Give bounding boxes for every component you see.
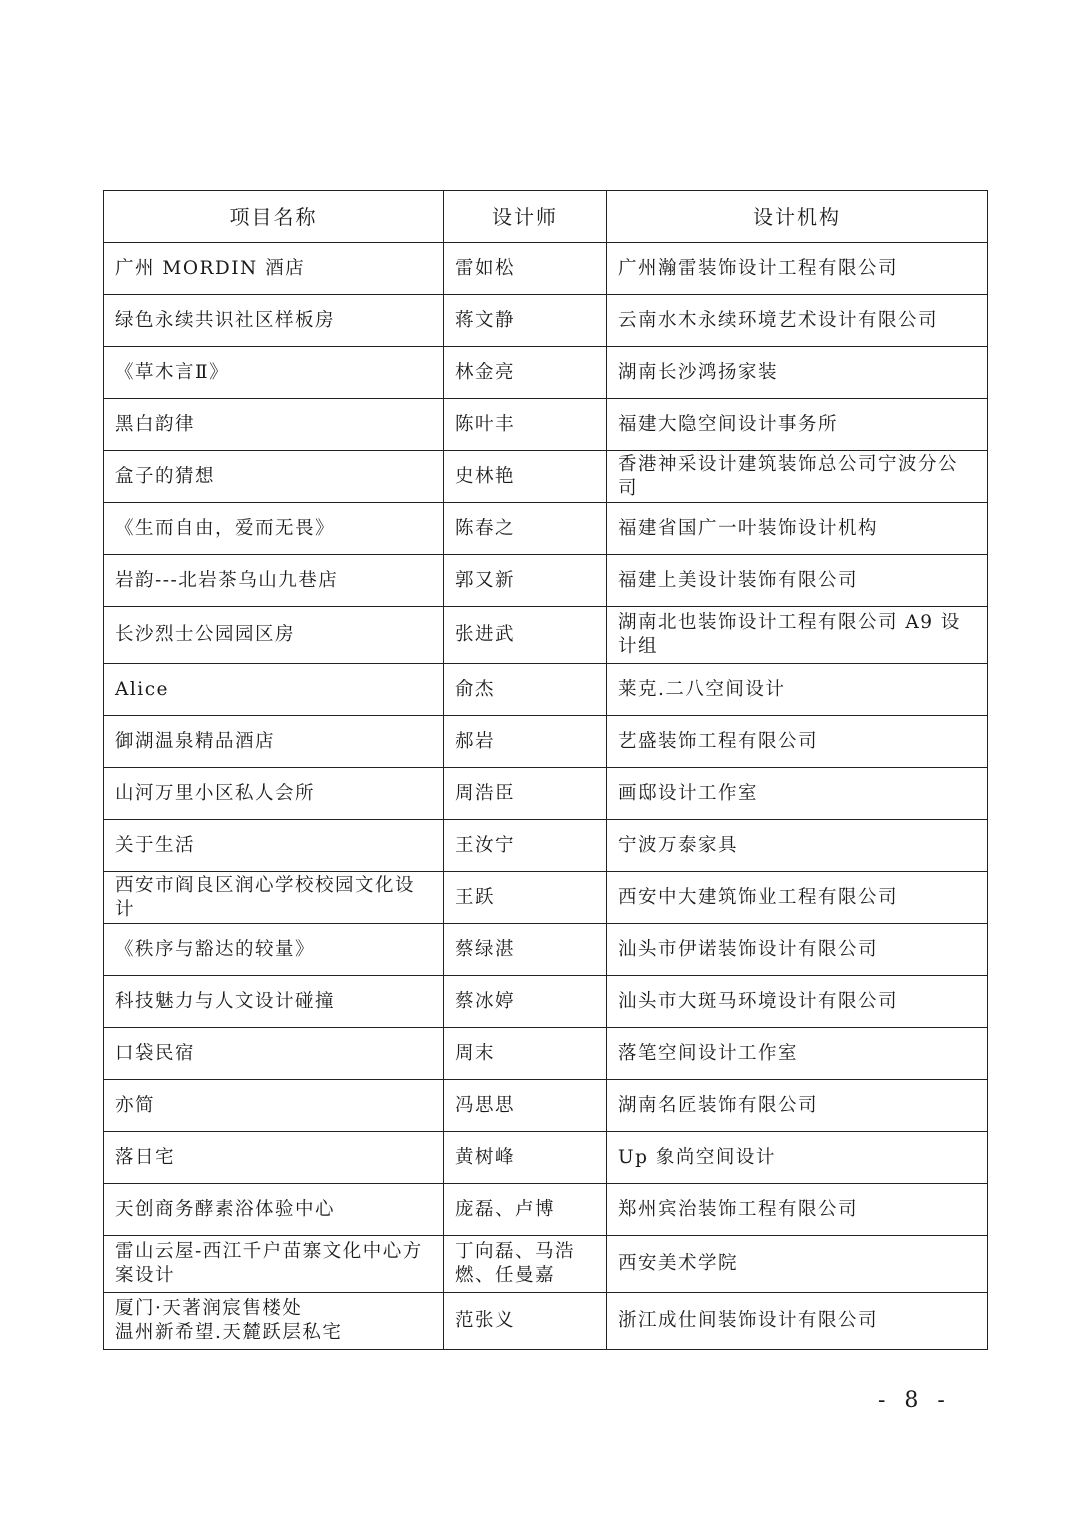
table-row (104, 503, 988, 555)
organization-cell: 云南水木永续环境艺术设计有限公司 (607, 295, 988, 347)
designer-cell: 黄树峰 (444, 1132, 607, 1184)
table-row (104, 664, 988, 716)
table-header-row (104, 191, 988, 243)
table-row (104, 976, 988, 1028)
organization-cell: 湖南名匠装饰有限公司 (607, 1080, 988, 1132)
organization-cell: 福建省国广一叶装饰设计机构 (607, 503, 988, 555)
designer-cell: 蔡绿湛 (444, 924, 607, 976)
table-row (104, 1293, 988, 1350)
organization-cell: 福建上美设计装饰有限公司 (607, 555, 988, 607)
designer-cell: 雷如松 (444, 243, 607, 295)
designer-cell: 陈叶丰 (444, 399, 607, 451)
table-row (104, 924, 988, 976)
table-row (104, 451, 988, 503)
table-row (104, 295, 988, 347)
project-name-cell: 西安市阎良区润心学校校园文化设计 (104, 872, 444, 924)
table-row (104, 1184, 988, 1236)
table-row (104, 820, 988, 872)
organization-cell: 福建大隐空间设计事务所 (607, 399, 988, 451)
designer-cell: 庞磊、卢博 (444, 1184, 607, 1236)
table-row (104, 768, 988, 820)
header-project-name: 项目名称 (104, 191, 444, 243)
table-row (104, 872, 988, 924)
designer-cell: 冯思思 (444, 1080, 607, 1132)
designer-cell: 郭又新 (444, 555, 607, 607)
designer-cell: 王跃 (444, 872, 607, 924)
organization-cell: 汕头市伊诺装饰设计有限公司 (607, 924, 988, 976)
organization-cell: 艺盛装饰工程有限公司 (607, 716, 988, 768)
designer-cell: 丁向磊、马浩燃、任曼嘉 (444, 1236, 607, 1293)
project-name-cell: 长沙烈士公园园区房 (104, 607, 444, 664)
project-name-cell: 科技魅力与人文设计碰撞 (104, 976, 444, 1028)
organization-cell: 西安中大建筑饰业工程有限公司 (607, 872, 988, 924)
organization-cell: 浙江成仕间装饰设计有限公司 (607, 1293, 988, 1350)
project-name-cell: 《秩序与豁达的较量》 (104, 924, 444, 976)
project-name-cell: 广州 MORDIN 酒店 (104, 243, 444, 295)
organization-cell: 落笔空间设计工作室 (607, 1028, 988, 1080)
designer-cell: 俞杰 (444, 664, 607, 716)
project-name-cell: 雷山云屋-西江千户苗寨文化中心方案设计 (104, 1236, 444, 1293)
designer-cell: 周末 (444, 1028, 607, 1080)
project-name-cell: Alice (104, 664, 444, 716)
table-row (104, 555, 988, 607)
project-name-cell: 山河万里小区私人会所 (104, 768, 444, 820)
designer-cell: 陈春之 (444, 503, 607, 555)
project-name-cell: 绿色永续共识社区样板房 (104, 295, 444, 347)
header-organization: 设计机构 (607, 191, 988, 243)
designer-cell: 林金亮 (444, 347, 607, 399)
organization-cell: 香港神采设计建筑装饰总公司宁波分公司 (607, 451, 988, 503)
organization-cell: Up 象尚空间设计 (607, 1132, 988, 1184)
designer-cell: 王汝宁 (444, 820, 607, 872)
designer-cell: 史林艳 (444, 451, 607, 503)
project-name-cell: 御湖温泉精品酒店 (104, 716, 444, 768)
project-name-cell: 岩韵---北岩茶乌山九巷店 (104, 555, 444, 607)
organization-cell: 郑州宾治装饰工程有限公司 (607, 1184, 988, 1236)
project-name-cell: 天创商务酵素浴体验中心 (104, 1184, 444, 1236)
table-row (104, 1236, 988, 1293)
awards-table (103, 190, 988, 1350)
project-name-cell: 口袋民宿 (104, 1028, 444, 1080)
designer-cell: 周浩臣 (444, 768, 607, 820)
designer-cell: 蒋文静 (444, 295, 607, 347)
designer-cell: 蔡冰婷 (444, 976, 607, 1028)
organization-cell: 西安美术学院 (607, 1236, 988, 1293)
organization-cell: 湖南北也装饰设计工程有限公司 A9 设计组 (607, 607, 988, 664)
organization-cell: 莱克.二八空间设计 (607, 664, 988, 716)
table-row (104, 1080, 988, 1132)
project-name-cell: 《生而自由，爱而无畏》 (104, 503, 444, 555)
table-row (104, 716, 988, 768)
project-name-cell: 盒子的猜想 (104, 451, 444, 503)
project-name-cell: 亦简 (104, 1080, 444, 1132)
project-name-cell: 落日宅 (104, 1132, 444, 1184)
project-name-cell: 黑白韵律 (104, 399, 444, 451)
table-row (104, 1132, 988, 1184)
project-name-cell: 厦门·天著润宸售楼处 温州新希望.天麓跃层私宅 (104, 1293, 444, 1350)
table-row (104, 243, 988, 295)
table-row (104, 607, 988, 664)
designer-cell: 范张义 (444, 1293, 607, 1350)
project-name-cell: 《草木言Ⅱ》 (104, 347, 444, 399)
project-name-cell: 关于生活 (104, 820, 444, 872)
organization-cell: 画邸设计工作室 (607, 768, 988, 820)
organization-cell: 广州瀚雷装饰设计工程有限公司 (607, 243, 988, 295)
organization-cell: 汕头市大斑马环境设计有限公司 (607, 976, 988, 1028)
table-row (104, 1028, 988, 1080)
organization-cell: 宁波万泰家具 (607, 820, 988, 872)
organization-cell: 湖南长沙鸿扬家装 (607, 347, 988, 399)
table-row (104, 399, 988, 451)
header-designer: 设计师 (444, 191, 607, 243)
designer-cell: 郝岩 (444, 716, 607, 768)
page-number: - 8 - (878, 1388, 951, 1413)
table-row (104, 347, 988, 399)
designer-cell: 张进武 (444, 607, 607, 664)
